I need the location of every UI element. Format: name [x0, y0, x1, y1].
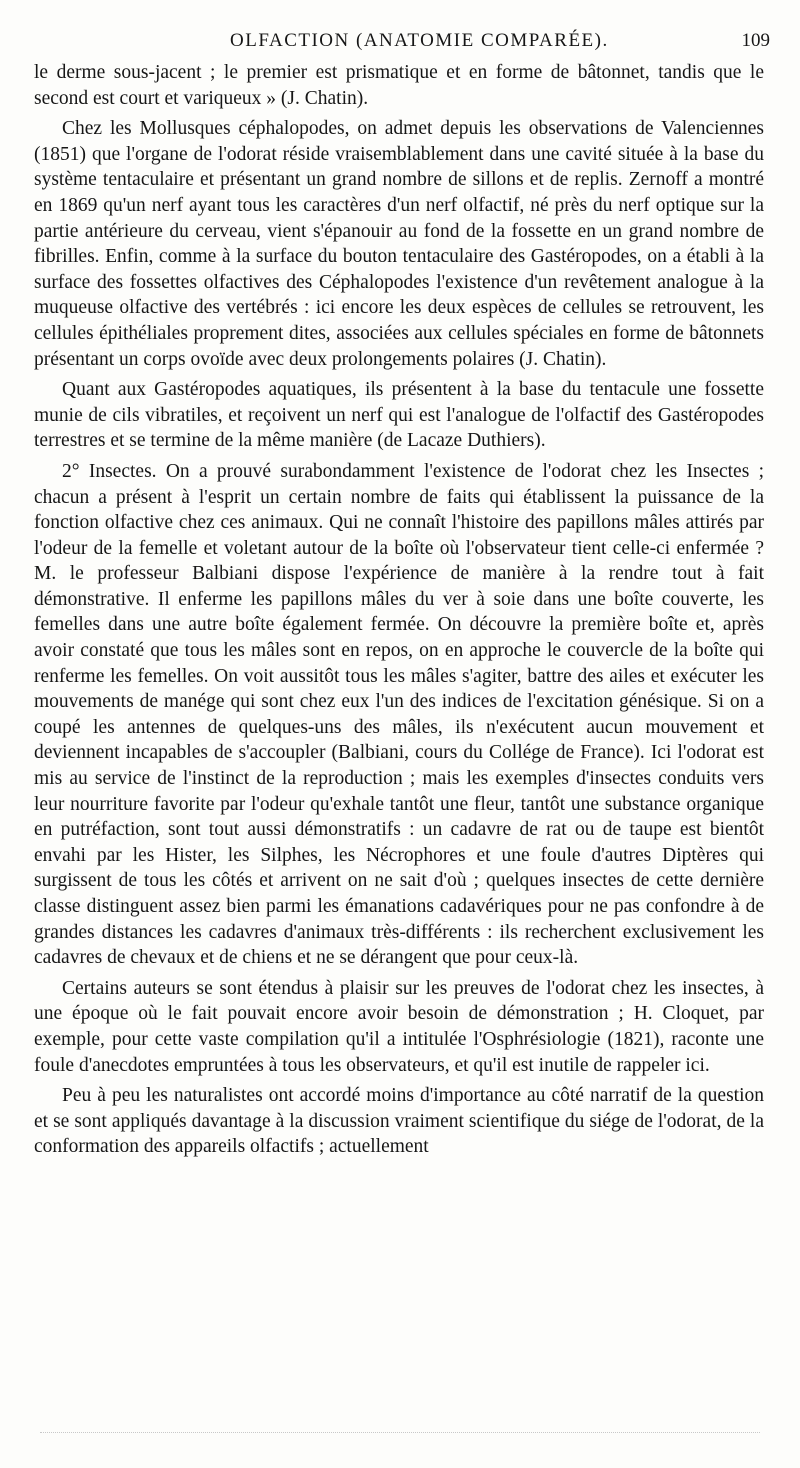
page-number: 109	[741, 30, 770, 51]
body-text	[34, 60, 764, 1165]
paragraph-cephalopodes: Chez les Mollusques céphalopodes, on admet depuis les observations de Valenciennes (1851) que l'organe de l'odorat réside vraisemblablement dans une cavité située à la base du système tentaculaire et présentant un grand nombre de sillons et de replis. Zernoff a montré en 1869 qu'un nerf ayant tous les caractères d'un nerf olfactif, né près du nerf optique sur la partie antérieure du cerveau, vient s'épanouir au fond de la fossette en un grand nombre de fibrilles. Enfin, comme à la surface du bouton tentaculaire des Gastéropodes, on a établi à la surface des fossettes olfactives des Céphalopodes l'existence d'un revêtement analogue à la muqueuse olfactive des vertébrés : ici encore les deux espèces de cellules se retrouvent, les cellules épithéliales proprement dites, associées aux cellules spéciales en forme de bâtonnets présentant un corps ovoïde avec deux prolongements polaires (J. Chatin).	[34, 118, 764, 370]
footer-rule	[40, 1432, 760, 1434]
paragraph-certains-auteurs: Certains auteurs se sont étendus à plaisir sur les preuves de l'odorat chez les insectes, à une époque où le fait pouvait encore avoir besoin de démonstration ; H. Cloquet, par exemple, pour cette vaste compilation qu'il a intitulée l'Osphrésiologie (1821), raconte une foule d'anecdotes empruntées à tous les observateurs, et qu'il est inutile de rappeler ici.	[34, 977, 764, 1076]
paragraph-gasteropodes-aquatiques: Quant aux Gastéropodes aquatiques, ils présentent à la base du tentacule une fossette munie de cils vibratiles, et reçoivent un nerf qui est l'analogue de l'olfactif des Gastéropodes terrestres et se termine de la même manière (de Lacaze Duthiers).	[34, 379, 764, 452]
running-head	[40, 30, 770, 58]
paragraph-peu-a-peu: Peu à peu les naturalistes ont accordé moins d'importance au côté narratif de la question et se sont appliqués davantage à la discussion vraiment scientifique du siége de l'odorat, de la conformation des appareils olfactifs ; actuellement	[34, 1085, 764, 1158]
paragraph-insectes: 2° Insectes. On a prouvé surabondamment l'existence de l'odorat chez les Insectes ; chacun a présent à l'esprit un certain nombre de faits qui établissent la puissance de la fonction olfactive chez ces animaux. Qui ne connaît l'histoire des papillons mâles attirés par l'odeur de la femelle et voletant autour de la boîte où l'observateur tient celle-ci enfermée ? M. le professeur Balbiani dispose l'expérience de manière à la rendre tout à fait démonstrative. Il enferme les papillons mâles du ver à soie dans une boîte couverte, les femelles dans une autre boîte également fermée. On découvre la première boîte et, après avoir constaté que tous les mâles sont en repos, on en approche le couvercle de la boîte qui renferme les femelles. On voit aussitôt tous les mâles s'agiter, battre des ailes et exécuter les mouvements de manége qui sont chez eux l'un des indices de l'excitation génésique. Si on a coupé les antennes de quelques-uns des mâles, ils n'exécutent aucun mouvement et deviennent incapables de s'accoupler (Balbiani, cours du Collége de France). Ici l'odorat est mis au service de l'instinct de la reproduction ; mais les exemples d'insectes conduits vers leur nourriture favorite par l'odeur qu'exhale tantôt une fleur, tantôt une substance organique en putréfaction, sont tout aussi démonstratifs : un cadavre de rat ou de taupe est bientôt envahi par les Hister, les Silphes, les Nécrophores et une foule d'autres Diptères qui surgissent de tous les côtés et arrivent on ne sait d'où ; quelques insectes de cette dernière classe distinguent assez bien parmi les émanations cadavériques pour ne pas confondre à de grandes distances les cadavres d'animaux très-différents : ils recherchent exclusivement les cadavres de chevaux et de chiens et ne se dérangent que pour ceux-là.	[34, 460, 764, 969]
paragraph-continued: le derme sous-jacent ; le premier est prismatique et en forme de bâtonnet, tandis que le second est court et variqueux » (J. Chatin).	[34, 62, 764, 109]
running-title: OLFACTION (ANATOMIE COMPARÉE).	[230, 30, 609, 51]
